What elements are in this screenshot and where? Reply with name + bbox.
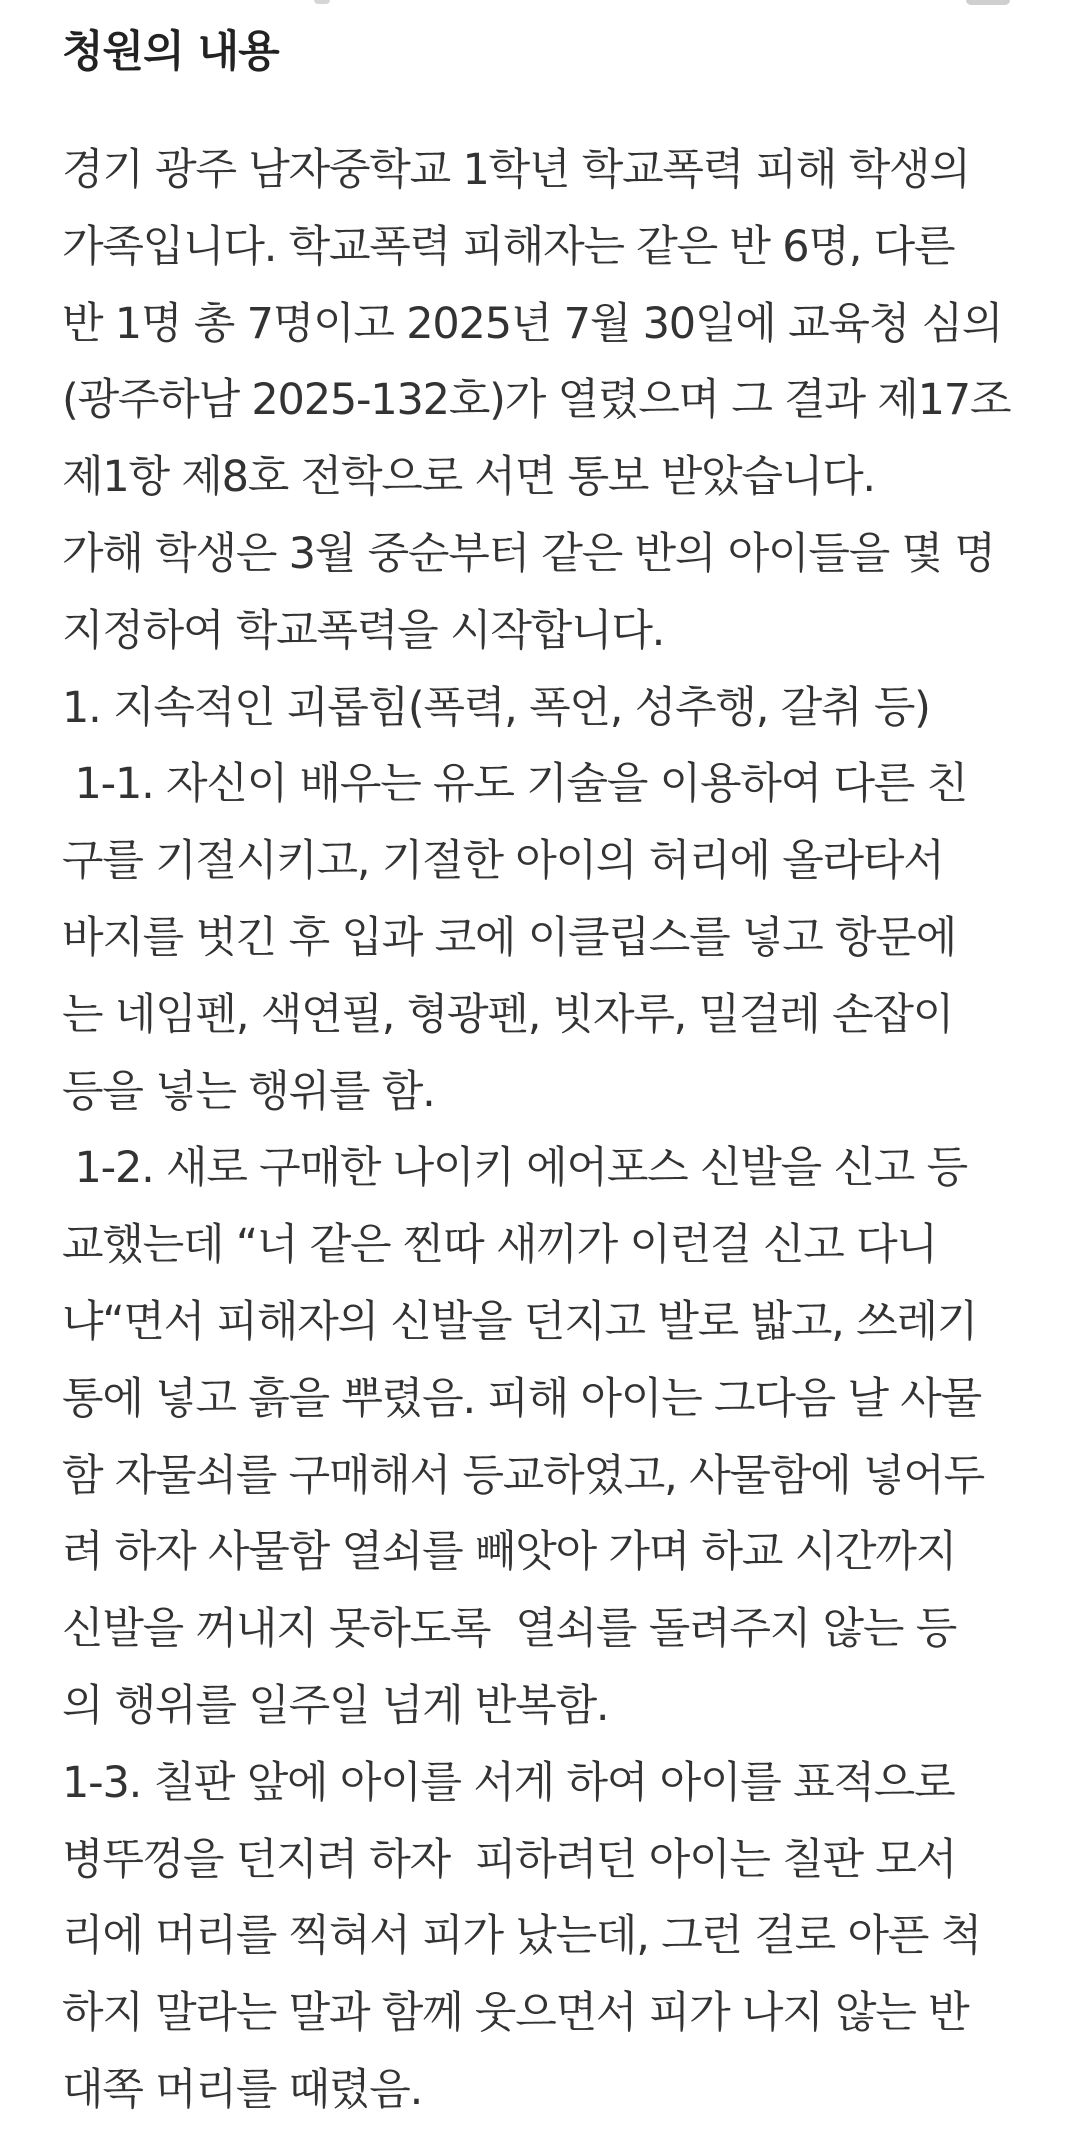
- body-line: 려 하자 사물함 열쇠를 빼앗아 가며 하교 시간까지: [62, 1527, 957, 1578]
- body-line: 교했는데 “너 같은 찐따 새끼가 이런걸 신고 다니: [62, 1220, 937, 1271]
- body-line: 병뚜껑을 던지려 하자 피하려던 아이는 칠판 모서: [62, 1834, 957, 1885]
- cutoff-mark-right: [966, 0, 1010, 5]
- body-line: 가해 학생은 3월 중순부터 같은 반의 아이들을 몇 명: [62, 528, 995, 579]
- body-line: 는 네임펜, 색연필, 형광펜, 빗자루, 밀걸레 손잡이: [62, 989, 954, 1040]
- body-line: 1-1. 자신이 배우는 유도 기술을 이용하여 다른 친: [62, 759, 967, 810]
- body-line: (광주하남 2025-132호)가 열렸으며 그 결과 제17조: [62, 375, 1011, 426]
- section-title: 청원의 내용: [62, 27, 279, 77]
- body-line: 함 자물쇠를 구매해서 등교하였고, 사물함에 넣어두: [62, 1450, 984, 1501]
- body-line: 신발을 꺼내지 못하도록 열쇠를 돌려주지 않는 등: [62, 1604, 957, 1655]
- body-line: 가족입니다. 학교폭력 피해자는 같은 반 6명, 다른: [62, 221, 955, 272]
- body-line: 통에 넣고 흙을 뿌렸음. 피해 아이는 그다음 날 사물: [62, 1373, 981, 1424]
- top-edge-cutoff: [0, 0, 1080, 6]
- body-line: 의 행위를 일주일 넘게 반복함.: [62, 1680, 609, 1731]
- body-line: 대쪽 머리를 때렸음.: [62, 2064, 423, 2115]
- body-line: 반 1명 총 7명이고 2025년 7월 30일에 교육청 심의: [62, 298, 1003, 349]
- body-line: 제1항 제8호 전학으로 서면 통보 받았습니다.: [62, 452, 875, 503]
- body-line: 1-3. 칠판 앞에 아이를 서게 하여 아이를 표적으로: [62, 1757, 955, 1808]
- body-line: 구를 기절시키고, 기절한 아이의 허리에 올라타서: [62, 836, 944, 887]
- body-line: 바지를 벗긴 후 입과 코에 이클립스를 넣고 항문에: [62, 912, 957, 963]
- body-line: 리에 머리를 찍혀서 피가 났는데, 그런 걸로 아픈 척: [62, 1911, 981, 1962]
- body-line: 지정하여 학교폭력을 시작합니다.: [62, 605, 665, 656]
- petition-content: [62, 18, 1047, 2129]
- body-line: 1-2. 새로 구매한 나이키 에어포스 신발을 신고 등: [62, 1143, 967, 1194]
- body-line: 1. 지속적인 괴롭힘(폭력, 폭언, 성추행, 갈취 등): [62, 682, 930, 733]
- body-line: 등을 넣는 행위를 함.: [62, 1066, 435, 1117]
- cutoff-mark-left: [314, 0, 330, 4]
- body-line: 하지 말라는 말과 함께 웃으면서 피가 나지 않는 반: [62, 1988, 969, 2039]
- body-line: 냐“면서 피해자의 신발을 던지고 발로 밟고, 쓰레기: [62, 1296, 978, 1347]
- body-line: 경기 광주 남자중학교 1학년 학교폭력 피해 학생의: [62, 145, 970, 195]
- petition-body: [62, 132, 1047, 2129]
